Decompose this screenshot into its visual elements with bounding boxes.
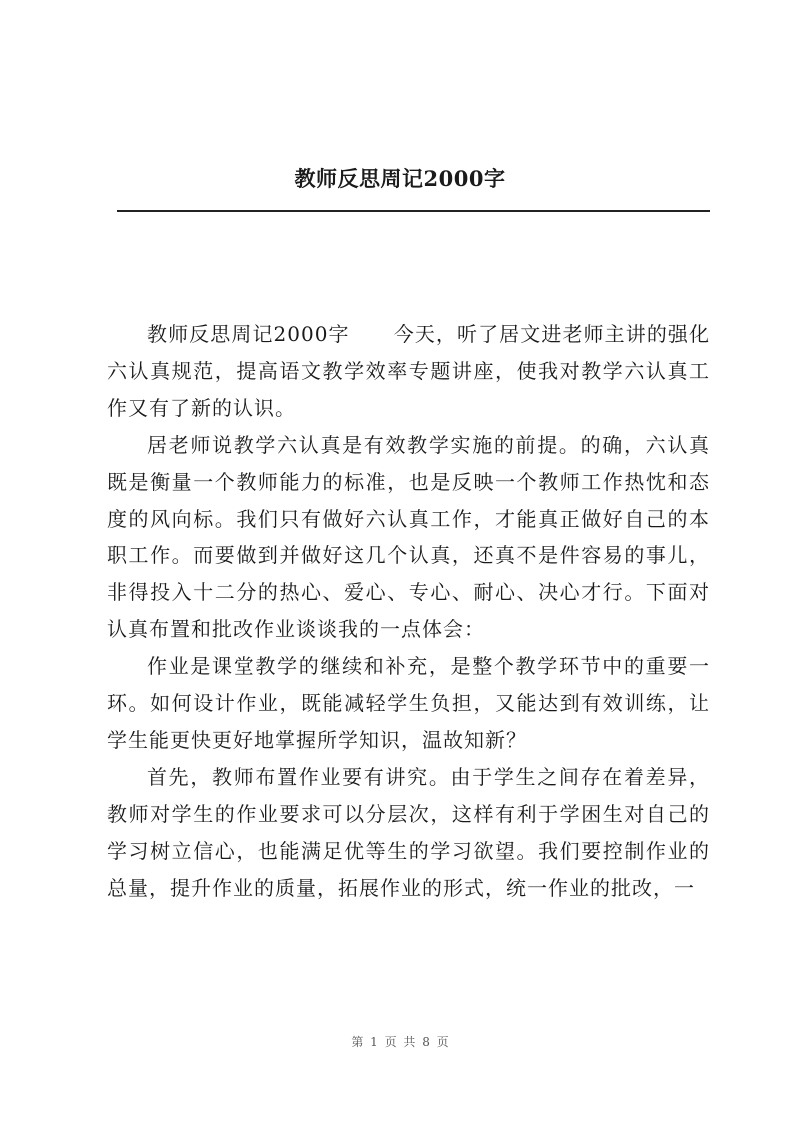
paragraph-text: 今天，听了居文进老师主讲的强化六认真规范，提高语文教学效率专题讲座，使我对教学六认真工作又有了新的认识。: [107, 322, 711, 420]
paragraph-lead: 教师反思周记2000字: [147, 322, 350, 346]
page-title: 教师反思周记2000字: [294, 166, 506, 191]
document-body: [107, 316, 710, 907]
title-divider: [117, 210, 710, 212]
page-footer: 第 1 页 共 8 页: [351, 1035, 449, 1049]
paragraph-2: 居老师说教学六认真是有效教学实施的前提。的确，六认真既是衡量一个教师能力的标准，也是反映一个教师工作热忱和态度的风向标。我们只有做好六认真工作，才能真正做好自己的本职工作。而要做到并做好这几个认真，还真不是件容易的事儿，非得投入十二分的热心、爱心、专心、耐心、决心才行。下面对认真布置和批改作业谈谈我的一点体会：: [107, 432, 710, 642]
paragraph-3: 作业是课堂教学的继续和补充，是整个教学环节中的重要一环。如何设计作业，既能减轻学生负担，又能达到有效训练，让学生能更快更好地掌握所学知识，温故知新？: [107, 654, 710, 752]
paragraph-4: 首先，教师布置作业要有讲究。由于学生之间存在着差异，教师对学生的作业要求可以分层次，这样有利于学困生对自己的学习树立信心，也能满足优等生的学习欲望。我们要控制作业的总量，提升作业的质量，拓展作业的形式，统一作业的批改，一: [107, 764, 710, 900]
paragraph-1: [107, 316, 710, 427]
